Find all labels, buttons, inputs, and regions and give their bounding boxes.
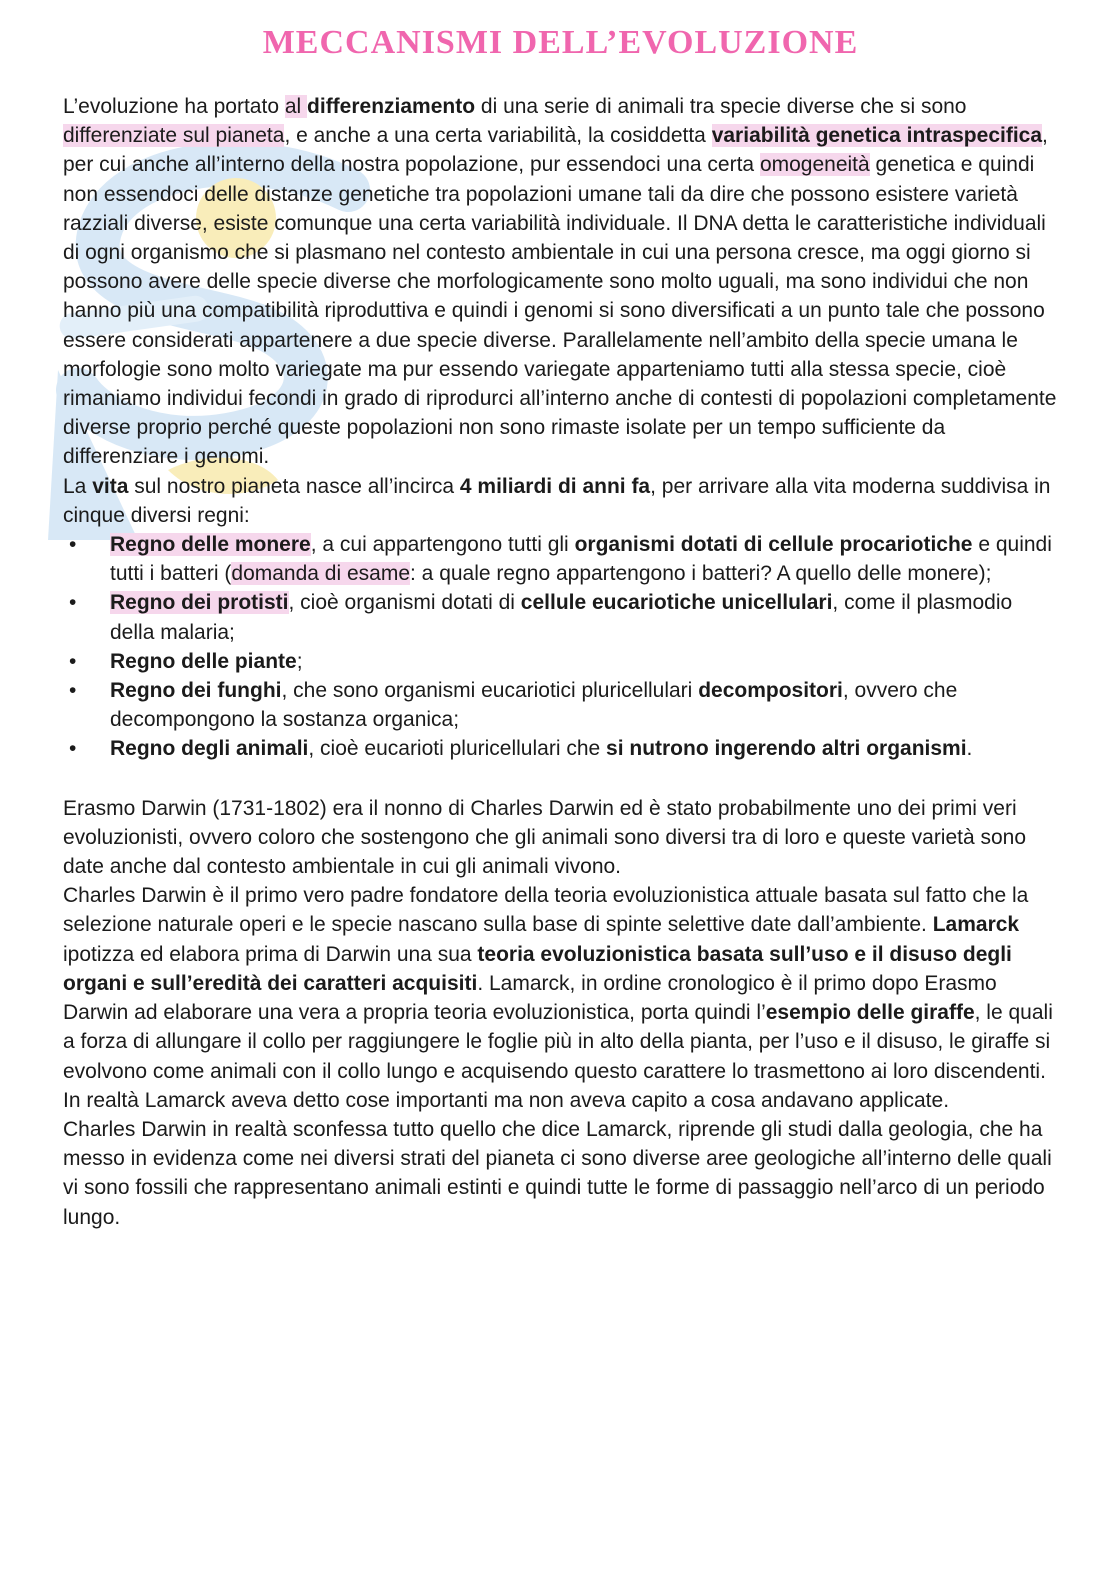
kingdoms-list xyxy=(63,530,1058,764)
text-run: omogeneità xyxy=(759,153,870,177)
paragraph xyxy=(63,794,1058,882)
list-item xyxy=(63,530,1058,588)
text-run: : a quale regno appartengono i batteri? A quello delle monere); xyxy=(410,562,992,586)
text-run: , che sono organismi eucariotici pluricellulari xyxy=(281,679,699,703)
text-run: . Lamarck, in ordine cronologico è il primo dopo Erasmo Darwin ad elaborare una vera a propria teoria evoluzionistica, porta quindi l’ xyxy=(63,971,997,1025)
text-run: , e anche a una certa variabilità, la cosiddetta xyxy=(284,124,712,148)
text-run: , per arrivare alla vita moderna suddivisa in cinque diversi regni: xyxy=(63,474,1051,527)
text-run: , cioè organismi dotati di xyxy=(288,591,521,615)
text-run: . xyxy=(966,737,973,761)
text-run: decompositori xyxy=(698,679,843,703)
text-run: Erasmo Darwin (1731-1802) era il nonno di Charles Darwin ed è stato probabilmente uno dei primi veri evoluzionisti, ovvero coloro che sostengono che gli animali sono diversi tra di loro e queste varietà sono date anche dal contesto ambientale in cui gli animali vivono. xyxy=(63,796,1027,879)
text-run: ipotizza ed elabora prima di Darwin una sua xyxy=(63,942,478,966)
text-run: , ovvero che decompongono la sostanza organica; xyxy=(110,679,958,732)
text-run: teoria evoluzionistica basata sull’uso e il disuso degli organi e sull’eredità dei caratteri acquisiti xyxy=(63,942,1012,995)
text-run: esempio delle giraffe xyxy=(765,1001,975,1025)
text-run: organismi dotati di cellule procariotiche xyxy=(574,533,973,557)
list-item xyxy=(63,734,1058,763)
paragraph xyxy=(63,92,1058,472)
text-run: Regno delle piante xyxy=(110,649,297,673)
text-run: Charles Darwin è il primo vero padre fondatore della teoria evoluzionistica attuale basata sul fatto che la selezione naturale operi e le specie nascano sulla base di spinte selettive date dall’ambiente. xyxy=(63,884,1029,937)
text-run: sul nostro pianeta nasce all’incirca xyxy=(128,474,460,498)
text-run: domanda di esame xyxy=(231,562,411,586)
text-run: vita xyxy=(92,474,129,498)
paragraph xyxy=(63,881,1058,1115)
text-run: e quindi tutti i batteri ( xyxy=(110,533,1052,586)
text-run: Regno dei protisti xyxy=(110,591,289,615)
text-run: ; xyxy=(296,649,303,673)
paragraph-spacer xyxy=(63,764,1058,794)
paragraph xyxy=(63,472,1058,530)
text-run: , per cui anche all’interno della nostra popolazione, pur essendoci una certa xyxy=(63,124,1048,177)
text-run: si nutrono ingerendo altri organismi xyxy=(606,737,967,761)
text-run: di una serie di animali tra specie diverse che si sono xyxy=(475,95,967,118)
text-run: differenziamento xyxy=(307,95,476,118)
text-run: differenziate sul pianeta xyxy=(63,124,285,148)
list-item xyxy=(63,588,1058,646)
text-run: variabilità genetica intraspecifica xyxy=(711,124,1043,148)
paragraph xyxy=(63,1115,1058,1232)
text-run: genetica e quindi non essendoci delle distanze genetiche tra popolazioni umane tali da dire che possono esistere varietà razziali diverse, esiste comunque una certa variabilità individuale. Il DNA detta le caratteristiche individuali di ogni organismo che si plasmano nel contesto ambientale in cui una persona cresce, ma oggi giorno si possono avere delle specie diverse che morfologicamente sono molto uguali, ma sono individui che non hanno più una compatibilità riproduttiva e quindi i genomi si sono diversificati a un punto tale che possono essere considerati appartenere a due specie diverse. Parallelamente nell’ambito della specie umana le morfologie sono molto variegate ma pur essendo variegate apparteniamo tutti alla stessa specie, cioè rimaniamo individui fecondi in grado di riprodurci all’interno anche di contesti di popolazioni completamente diverse proprio perché queste popolazioni non sono rimaste isolate per un tempo sufficiente da differenziare i genomi. xyxy=(63,153,1057,469)
text-run: Regno degli animali xyxy=(110,737,309,761)
text-run: Charles Darwin in realtà sconfessa tutto quello che dice Lamarck, riprende gli studi dalla geologia, che ha messo in evidenza come nei diversi strati del pianeta ci sono diverse aree geologiche all’interno delle quali vi sono fossili che rappresentano animali estinti e quindi tutte le forme di passaggio nell’arco di un periodo lungo. xyxy=(63,1117,1052,1229)
document-body xyxy=(63,92,1058,1232)
text-run: L’evoluzione ha portato xyxy=(63,95,285,118)
page-title: MECCANISMI DELL’EVOLUZIONE xyxy=(262,24,859,61)
text-run: Lamarck xyxy=(932,913,1020,937)
text-run: , come il plasmodio della malaria; xyxy=(110,591,1013,644)
text-run: al xyxy=(284,95,308,118)
list-item xyxy=(63,676,1058,734)
text-run: La xyxy=(63,474,93,498)
text-run: , cioè eucarioti pluricellulari che xyxy=(308,737,607,761)
text-run: cellule eucariotiche unicellulari xyxy=(520,591,833,615)
text-run: , le quali a forza di allungare il collo per raggiungere le foglie più in alto della pianta, per l’uso e il disuso, le giraffe si evolvono come animali con il collo lungo e acquisendo questo carattere lo trasmettono ai loro discendenti. In realtà Lamarck aveva detto cose importanti ma non aveva capito a cosa andavano applicate. xyxy=(63,1001,1053,1112)
text-run: Regno delle monere xyxy=(110,533,311,557)
text-run: 4 miliardi di anni fa xyxy=(459,474,651,498)
text-run: , a cui appartengono tutti gli xyxy=(310,533,575,557)
text-run: Regno dei funghi xyxy=(110,679,282,703)
list-item xyxy=(63,647,1058,676)
